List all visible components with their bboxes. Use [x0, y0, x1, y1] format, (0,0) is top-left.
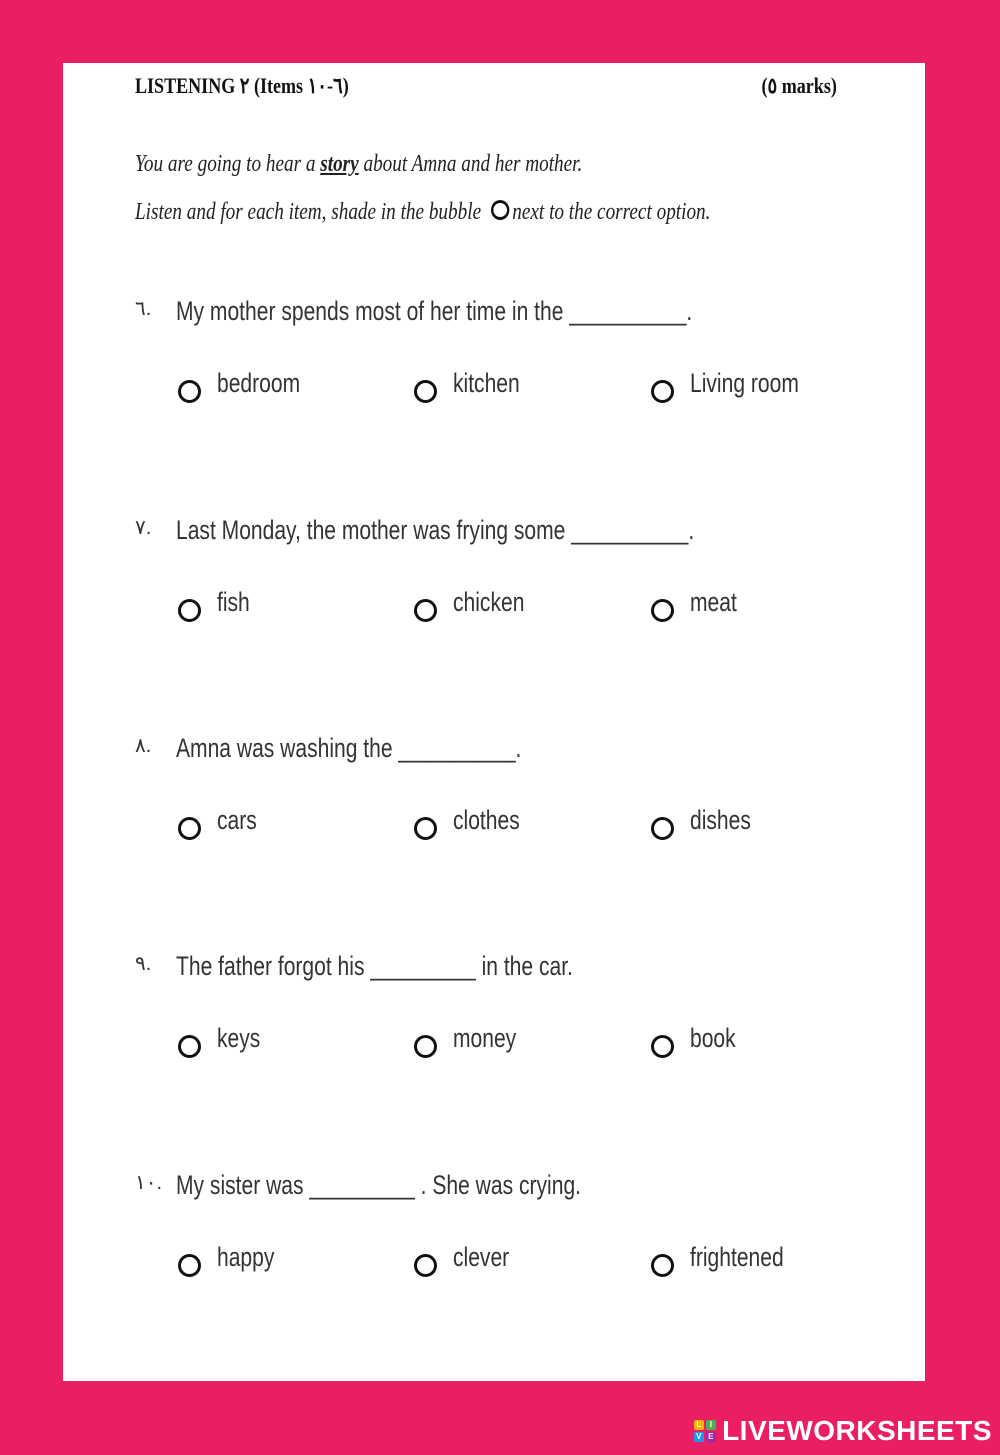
story-word: story [320, 151, 359, 177]
question-6 [135, 296, 895, 398]
instruction-text: Listen and for each item, shade in the bubble [135, 199, 482, 225]
options-row [178, 587, 898, 627]
question-number: ٦. [135, 298, 152, 320]
worksheet-page [63, 63, 925, 1381]
logo-letter: L [694, 1420, 704, 1430]
radio-bubble-icon[interactable] [414, 380, 437, 403]
question-text: My sister was _________ . She was crying. [176, 1170, 582, 1200]
question-line [135, 515, 895, 555]
question-text: The father forgot his _________ in the car. [176, 951, 573, 981]
options-row [178, 805, 898, 845]
option-label: chicken [453, 587, 525, 617]
option-label: money [453, 1023, 517, 1053]
liveworksheets-logo[interactable] [694, 1415, 992, 1447]
options-row [178, 1242, 898, 1282]
logo-mark-icon [694, 1420, 716, 1442]
radio-bubble-icon[interactable] [651, 1254, 674, 1277]
question-number: ٨. [135, 735, 152, 757]
question-8 [135, 733, 895, 835]
question-number: ٧. [135, 517, 152, 539]
question-line [135, 1170, 895, 1210]
question-number: ١٠. [135, 1172, 163, 1194]
option-label: bedroom [217, 368, 301, 398]
instruction-text: next to the correct option. [512, 199, 711, 225]
question-10 [135, 1170, 895, 1272]
option-label: happy [217, 1242, 275, 1272]
option-label: cars [217, 805, 257, 835]
radio-bubble-icon[interactable] [414, 1035, 437, 1058]
marks-label: (٥ marks) [761, 73, 837, 98]
logo-text: LIVEWORKSHEETS [722, 1415, 992, 1446]
radio-bubble-icon[interactable] [414, 599, 437, 622]
options-row [178, 368, 898, 408]
option-label: keys [217, 1023, 261, 1053]
radio-bubble-icon[interactable] [651, 599, 674, 622]
radio-bubble-icon[interactable] [651, 380, 674, 403]
radio-bubble-icon[interactable] [414, 1254, 437, 1277]
question-text: Last Monday, the mother was frying some __________. [176, 515, 695, 545]
question-number: ٩. [135, 953, 152, 975]
instruction-text: about Amna and her mother. [358, 151, 583, 177]
question-text: My mother spends most of her time in the __________. [176, 296, 693, 326]
question-line [135, 296, 895, 336]
option-label: Living room [690, 368, 799, 398]
option-label: frightened [690, 1242, 784, 1272]
radio-bubble-icon[interactable] [178, 380, 201, 403]
option-label: book [690, 1023, 736, 1053]
question-9 [135, 951, 895, 1053]
question-7 [135, 515, 895, 617]
option-label: kitchen [453, 368, 520, 398]
option-label: clever [453, 1242, 510, 1272]
radio-bubble-icon[interactable] [414, 817, 437, 840]
radio-bubble-icon[interactable] [178, 1254, 201, 1277]
question-text: Amna was washing the __________. [176, 733, 522, 763]
bubble-icon [491, 200, 509, 220]
question-line [135, 733, 895, 773]
option-label: meat [690, 587, 737, 617]
option-label: clothes [453, 805, 520, 835]
radio-bubble-icon[interactable] [178, 1035, 201, 1058]
radio-bubble-icon[interactable] [178, 817, 201, 840]
option-label: dishes [690, 805, 751, 835]
radio-bubble-icon[interactable] [178, 599, 201, 622]
instruction-line-2 [135, 199, 710, 226]
section-title: LISTENING ٢ (Items ٦-١٠) [135, 73, 349, 98]
options-row [178, 1023, 898, 1063]
logo-letter: I [706, 1420, 716, 1430]
instruction-line-1 [135, 151, 582, 178]
instruction-text: You are going to hear a [135, 151, 321, 177]
radio-bubble-icon[interactable] [651, 1035, 674, 1058]
radio-bubble-icon[interactable] [651, 817, 674, 840]
logo-letter: E [706, 1432, 716, 1442]
question-line [135, 951, 895, 991]
logo-letter: V [694, 1432, 704, 1442]
option-label: fish [217, 587, 250, 617]
